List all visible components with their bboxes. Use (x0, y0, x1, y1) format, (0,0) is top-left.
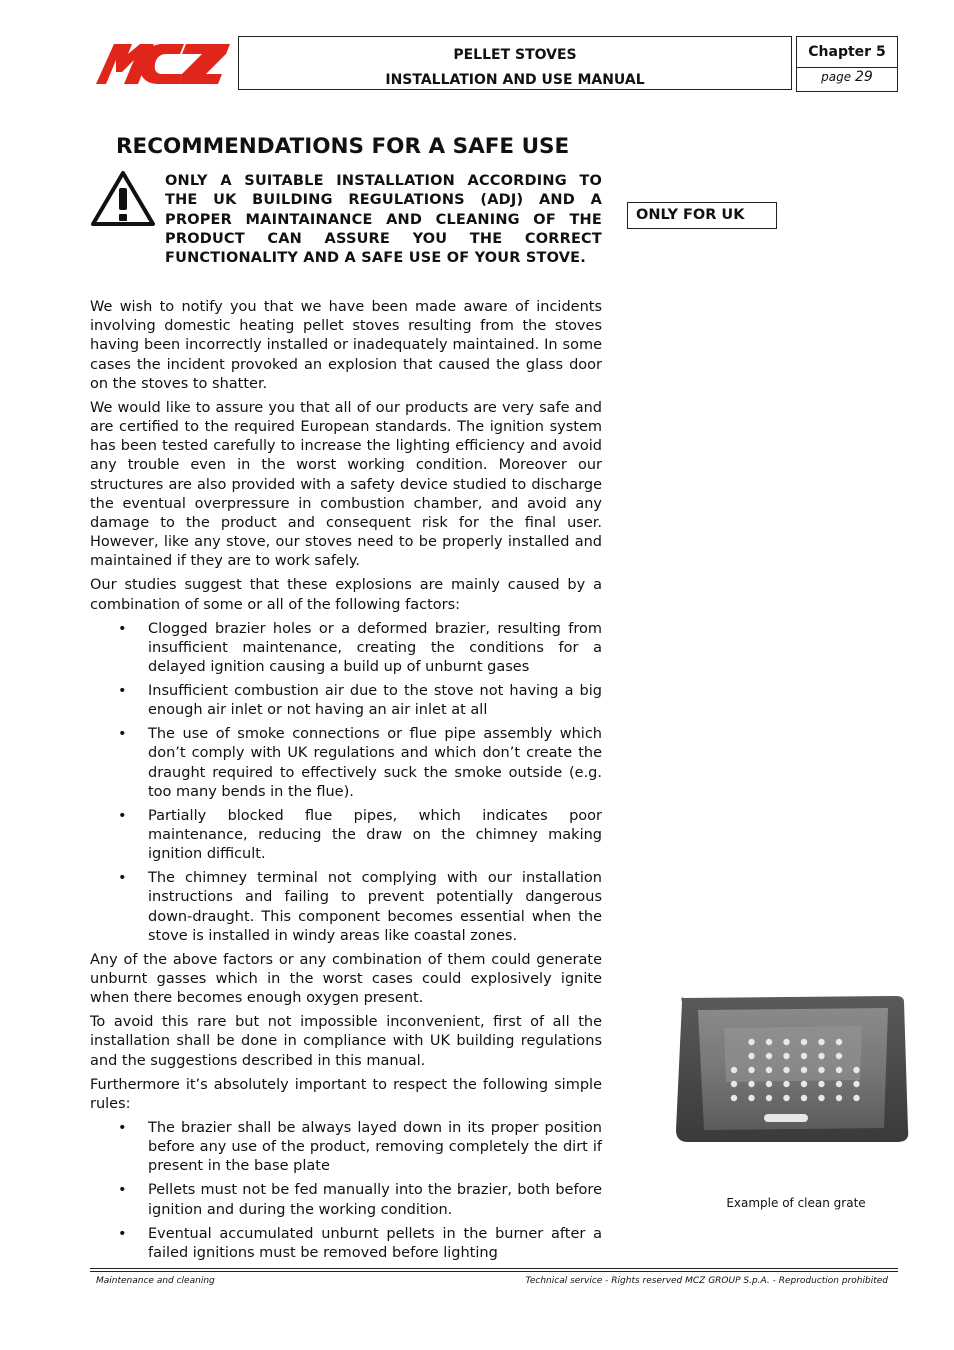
grate-hole (783, 1095, 789, 1101)
grate-hole (748, 1081, 754, 1087)
mcz-logo (92, 42, 232, 86)
grate-hole (818, 1067, 824, 1073)
bullet-icon: • (118, 870, 127, 887)
grate-hole (818, 1039, 824, 1045)
factors-list (90, 620, 602, 946)
list-item: • Partially blocked flue pipes, which indicates poor maintenance, reducing the draw on the chimney making ignition difficult. (118, 807, 602, 863)
grate-hole (731, 1095, 737, 1101)
list-item: • Clogged brazier holes or a deformed brazier, resulting from insufficient maintenance, creating the conditions for a delayed ignition causing a build up of unburnt gases (118, 620, 602, 676)
grate-hole (748, 1039, 754, 1045)
page-title: RECOMMENDATIONS FOR A SAFE USE (116, 134, 570, 159)
body-text (90, 298, 602, 1268)
header-line1: PELLET STOVES (453, 47, 577, 63)
grate-hole (748, 1067, 754, 1073)
grate-hole (766, 1081, 772, 1087)
paragraph: We would like to assure you that all of our products are very safe and are certified to the required European standards. The ignition system has been tested carefully to increase the lighting efficiency and avoid any trouble even in the worst working condition. Moreover our structures are also provided with a safety device studied to discharge the eventual overpressure in combustion chamber, and avoid any damage to the product and consequent risk for the final user. However, like any stove, our stoves need to be properly installed and maintained if they are to work safely. (90, 399, 602, 570)
bullet-icon: • (118, 1225, 127, 1242)
grate-hole (766, 1053, 772, 1059)
list-item: • Eventual accumulated unburnt pellets in the burner after a failed ignitions must be removed before lighting (118, 1225, 602, 1261)
footer-divider (90, 1271, 898, 1272)
clean-grate-image (646, 970, 922, 1170)
warning-triangle-icon (90, 170, 156, 226)
page-indicator (797, 69, 897, 85)
grate-hole (783, 1053, 789, 1059)
paragraph: Our studies suggest that these explosions are mainly caused by a combination of some or all of the following factors: (90, 577, 602, 613)
footer-section: Maintenance and cleaning (96, 1276, 215, 1286)
paragraph: To avoid this rare but not impossible inconvenient, first of all the installation shall be done in compliance with UK building regulations and the suggestions described in this manual. (90, 1014, 602, 1069)
list-item: • Pellets must not be fed manually into the brazier, both before ignition and during the working condition. (118, 1182, 602, 1218)
grate-hole (766, 1067, 772, 1073)
footer-divider (90, 1268, 898, 1269)
grate-hole (818, 1095, 824, 1101)
image-caption: Example of clean grate (726, 1196, 866, 1210)
grate-hole (801, 1095, 807, 1101)
grate-hole (853, 1081, 859, 1087)
only-for-uk-label: ONLY FOR UK (627, 202, 777, 229)
grate-hole (731, 1081, 737, 1087)
grate-hole (731, 1067, 737, 1073)
paragraph: We wish to notify you that we have been made aware of incidents involving domestic heating pellet stoves resulting from the stoves having been incorrectly installed or inadequately maintained. In some cases the incident provoked an explosion that caused the glass door on the stoves to shatter. (90, 299, 602, 392)
header-title-box (238, 36, 792, 90)
grate-hole (801, 1081, 807, 1087)
grate-hole (783, 1081, 789, 1087)
chapter-box (796, 36, 898, 92)
grate-hole (836, 1067, 842, 1073)
list-item: • The use of smoke connections or flue pipe assembly which don’t comply with UK regulations and which don’t create the draught required to effectively suck the smoke outside (e.g. too many bends in the flue). (118, 726, 602, 800)
list-item: • The brazier shall be always layed down in its proper position before any use of the product, removing completely the dirt if present in the base plate (118, 1119, 602, 1175)
warning-text: ONLY A SUITABLE INSTALLATION ACCORDING TO THE UK BUILDING REGULATIONS (ADJ) AND A PROPER MAINTAINANCE AND CLEANING OF THE PRODUCT CAN ASSURE YOU THE CORRECT FUNCTIONALITY AND A SAFE USE OF YOUR STOVE. (165, 173, 602, 267)
grate-hole (766, 1095, 772, 1101)
grate-hole (818, 1081, 824, 1087)
grate-hole (783, 1067, 789, 1073)
chapter-label: Chapter 5 (797, 37, 897, 68)
grate-hole (748, 1053, 754, 1059)
grate-hole (748, 1095, 754, 1101)
grate-hole (836, 1053, 842, 1059)
paragraph: Any of the above factors or any combination of them could generate unburnt gasses which in the worst cases could explosively ignite when there becomes enough oxygen present. (90, 951, 602, 1007)
header-line2: INSTALLATION AND USE MANUAL (385, 72, 645, 88)
page-number: 29 (854, 69, 873, 85)
grate-hole (766, 1039, 772, 1045)
grate-hole (801, 1053, 807, 1059)
list-item: • Insufficient combustion air due to the stove not having a big enough air inlet or not having an air inlet at all (118, 683, 602, 719)
list-item: • The chimney terminal not complying with our installation instructions and failing to prevent potentially dangerous down-draught. This component becomes essential when the stove is installed in windy areas like coastal zones. (118, 870, 602, 944)
grate-hole (836, 1081, 842, 1087)
bullet-icon: • (118, 807, 127, 824)
page-label: page (821, 70, 852, 84)
grate-hole (783, 1039, 789, 1045)
rules-list (90, 1119, 602, 1263)
grate-hole (853, 1095, 859, 1101)
bullet-icon: • (118, 1119, 127, 1136)
paragraph: Furthermore it’s absolutely important to respect the following simple rules: (90, 1076, 602, 1112)
bullet-icon: • (118, 1182, 127, 1199)
grate-hole (801, 1039, 807, 1045)
footer-rights: Technical service - Rights reserved MCZ GROUP S.p.A. - Reproduction prohibited (525, 1276, 888, 1286)
bullet-icon: • (118, 726, 127, 743)
bullet-icon: • (118, 620, 127, 637)
bullet-icon: • (118, 683, 127, 700)
grate-hole (836, 1039, 842, 1045)
grate-hole (801, 1067, 807, 1073)
grate-hole (853, 1067, 859, 1073)
grate-hole (818, 1053, 824, 1059)
grate-hole (836, 1095, 842, 1101)
